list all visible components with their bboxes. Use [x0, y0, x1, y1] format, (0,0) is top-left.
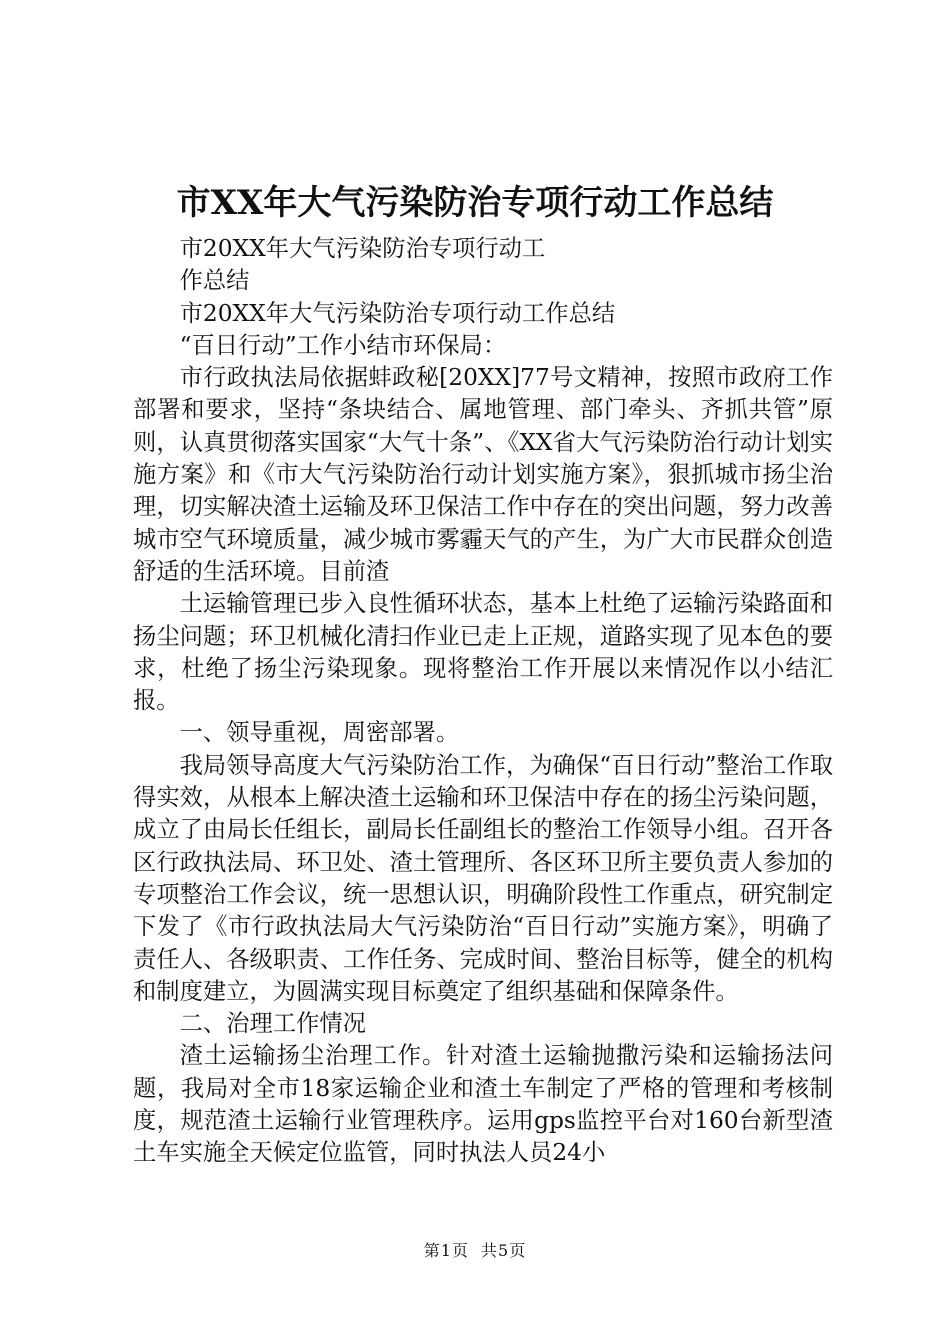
paragraph-section-2: 渣土运输扬尘治理工作。针对渣土运输抛撒污染和运输扬法问题，我局对全市18家运输企业和渣土车制定了严格的管理和考核制度，规范渣土运输行业管理秩序。运用gps监控平台对160台新型渣土车实施全天候定位监管，同时执法人员24小: [133, 1042, 833, 1167]
document-title: 市XX年大气污染防治专项行动工作总结: [176, 183, 774, 223]
page-number: 第1页: [423, 1241, 469, 1260]
document-body: [133, 233, 833, 1170]
paragraph-intro: 市行政执法局依据蚌政秘[20XX]77号文精神，按照市政府工作部署和要求，坚持“条块结合、属地管理、部门牵头、齐抓共管”原则，认真贯彻落实国家“大气十条”、《XX省大气污染防治行动计划实施方案》和《市大气污染防治行动计划实施方案》，狠抓城市扬尘治理，切实解决渣土运输及环卫保洁工作中存在的突出问题，努力改善城市空气环境质量，减少城市雾霾天气的产生，为广大市民群众创造舒适的生活环境。目前渣: [133, 364, 833, 585]
paragraph-intro-continued: 土运输管理已步入良性循环状态，基本上杜绝了运输污染路面和扬尘问题；环卫机械化清扫作业已走上正规，道路实现了见本色的要求，杜绝了扬尘污染现象。现将整治工作开展以来情况作以小结汇报。: [133, 590, 833, 715]
section-heading-1: 一、领导重视，周密部署。: [179, 719, 460, 747]
paragraph-heading-line-1: 市20XX年大气污染防治专项行动工: [179, 235, 546, 262]
paragraph-heading-line-2: 作总结: [179, 267, 250, 295]
paragraph-section-1: 我局领导高度大气污染防治工作，为确保“百日行动”整治工作取得实效，从根本上解决渣土运输和环卫保洁中存在的扬尘污染问题，成立了由局长任组长，副局长任副组长的整治工作领导小组。召开各区行政执法局、环卫处、渣土管理所、各区环卫所主要负责人参加的专项整治工作会议，统一思想认识，明确阶段性工作重点，研究制定下发了《市行政执法局大气污染防治“百日行动”实施方案》，明确了责任人、各级职责、工作任务、完成时间、整治目标等，健全的机构和制度建立，为圆满实现目标奠定了组织基础和保障条件。: [133, 751, 833, 1005]
section-heading-2: 二、治理工作情况: [179, 1010, 366, 1038]
page-footer: [0, 1240, 950, 1262]
paragraph-addressee: “百日行动”工作小结市环保局：: [179, 331, 507, 359]
page-total: 共5页: [481, 1241, 527, 1260]
paragraph-subtitle: 市20XX年大气污染防治专项行动工作总结: [179, 299, 616, 327]
